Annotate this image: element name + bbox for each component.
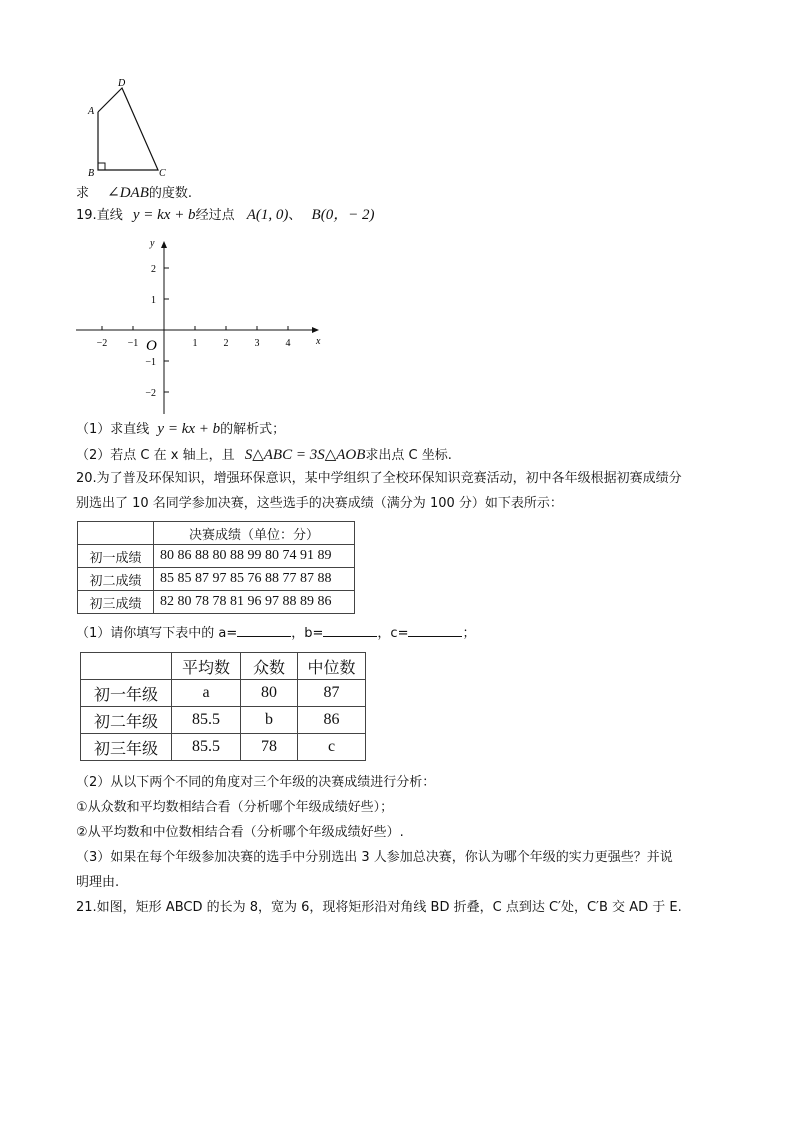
q19-prefix: 直线 (96, 208, 123, 223)
blank-b[interactable] (323, 624, 377, 637)
q19-number: 19. (76, 208, 97, 223)
q20-part3-line1: （3）如果在每个年级参加决赛的选手中分别选出 3 人参加总决赛，你认为哪个年级的实力更强些？并说 (76, 850, 673, 865)
y-tick-label: −2 (145, 388, 156, 399)
stats-header-row (81, 653, 366, 680)
q19-equation: y = kx + b (132, 207, 196, 223)
q21-text: 21.如图，矩形 ABCD 的长为 8，宽为 6，现将矩形沿对角线 BD 折叠，C 点到达 C′处，C′B 交 AD 于 E. (76, 900, 682, 915)
q19-point-a: A(1, 0) (246, 207, 289, 223)
table-row (81, 734, 366, 761)
table-row (81, 707, 366, 734)
quadrilateral-figure (84, 76, 174, 180)
scores-table (77, 521, 355, 614)
table-row (81, 680, 366, 707)
q20-part2: （2）从以下两个不同的角度对三个年级的决赛成绩进行分析： (76, 775, 436, 790)
q19-part2-equation: S△ABC = 3S△AOB (244, 447, 366, 463)
fill-end: ； (462, 626, 476, 641)
q20-intro-line1: 20.为了普及环保知识，增强环保意识，某中学组织了全校环保知识竞赛活动，初中各年级根据初赛成绩分 (76, 471, 682, 486)
y-tick-label: 2 (151, 264, 156, 275)
origin-label: O (146, 338, 157, 354)
grade-label: 初三年级 (81, 734, 172, 761)
blank-c[interactable] (408, 624, 462, 637)
stats-header-median: 中位数 (298, 653, 366, 680)
fill-prefix: （1）请你填写下表中的 a= (76, 626, 238, 641)
row-label: 初一成绩 (78, 545, 154, 568)
q19-header (76, 206, 375, 225)
y-tick-label: −1 (145, 357, 156, 368)
blank-a[interactable] (237, 624, 291, 637)
x-tick-label: 4 (285, 338, 291, 349)
mean-cell: 85.5 (172, 734, 241, 761)
row-label: 初二成绩 (78, 568, 154, 591)
x-tick-label: 1 (192, 338, 198, 349)
q18-question-line (76, 184, 192, 203)
right-angle-mark (98, 163, 105, 170)
stats-header-mean: 平均数 (172, 653, 241, 680)
x-tick-label: −1 (127, 338, 139, 349)
row-label: 初三成绩 (78, 591, 154, 614)
mode-cell: 80 (241, 680, 298, 707)
x-tick-label: 2 (223, 338, 229, 349)
fill-b: ，b= (291, 626, 324, 641)
scores-header: 决赛成绩（单位：分） (154, 522, 355, 545)
label-A: A (88, 106, 95, 117)
scores-header-empty (78, 522, 154, 545)
q20-intro-line2: 别选出了 10 名同学参加决赛，这些选手的决赛成绩（满分为 100 分）如下表所示： (76, 496, 563, 511)
q19-part1-suffix: 的解析式； (220, 422, 286, 437)
table-row (78, 545, 355, 568)
q19-part1-equation: y = kx + b (157, 421, 221, 437)
y-ticks (145, 264, 169, 399)
scores-header-row (78, 522, 355, 545)
quad-outline (98, 88, 158, 170)
q19-sep: 、 (288, 208, 302, 223)
median-cell: 87 (298, 680, 366, 707)
median-cell: c (298, 734, 366, 761)
coordinate-axes (70, 232, 332, 418)
stats-header-mode: 众数 (241, 653, 298, 680)
mean-cell: a (172, 680, 241, 707)
q19-part1-prefix: （1）求直线 (76, 422, 150, 437)
grade-label: 初二年级 (81, 707, 172, 734)
label-C: C (159, 168, 166, 179)
row-values: 82 80 78 78 81 96 97 88 89 86 (154, 591, 355, 614)
q19-point-b: B(0，− 2) (311, 207, 375, 223)
median-cell: 86 (298, 707, 366, 734)
q20-part3-line2: 明理由. (76, 875, 120, 890)
mean-cell: 85.5 (172, 707, 241, 734)
row-values: 80 86 88 80 88 99 80 74 91 89 (154, 545, 355, 568)
x-tick-label: 3 (254, 338, 260, 349)
x-axis-label: x (316, 336, 321, 347)
stats-table (80, 652, 366, 761)
y-axis-label: y (150, 238, 155, 249)
q19-part1 (76, 420, 285, 439)
q18-prefix: 求 (76, 186, 90, 201)
q19-part2-suffix: 求出点 C 坐标. (365, 448, 452, 463)
mode-cell: b (241, 707, 298, 734)
y-tick-label: 1 (151, 295, 156, 306)
row-values: 85 85 87 97 85 76 88 77 87 88 (154, 568, 355, 591)
q20-part2-2: ②从平均数和中位数相结合看（分析哪个年级成绩好些）. (76, 825, 404, 840)
label-D: D (118, 78, 126, 89)
q20-fill-prompt (76, 624, 475, 643)
x-tick-label: −2 (96, 338, 108, 349)
label-B: B (88, 168, 95, 179)
grade-label: 初一年级 (81, 680, 172, 707)
q19-part2-prefix: （2）若点 C 在 x 轴上，且 (76, 448, 235, 463)
q19-mid: 经过点 (195, 208, 235, 223)
q18-suffix: 的度数. (148, 186, 193, 201)
table-row (78, 568, 355, 591)
table-row (78, 591, 355, 614)
q19-part2 (76, 446, 452, 465)
q18-angle: ∠DAB (107, 185, 149, 201)
q20-part2-1: ①从众数和平均数相结合看（分析哪个年级成绩好些）； (76, 800, 394, 815)
stats-header-empty (81, 653, 172, 680)
x-ticks (97, 326, 291, 349)
mode-cell: 78 (241, 734, 298, 761)
fill-c: ，c= (377, 626, 409, 641)
